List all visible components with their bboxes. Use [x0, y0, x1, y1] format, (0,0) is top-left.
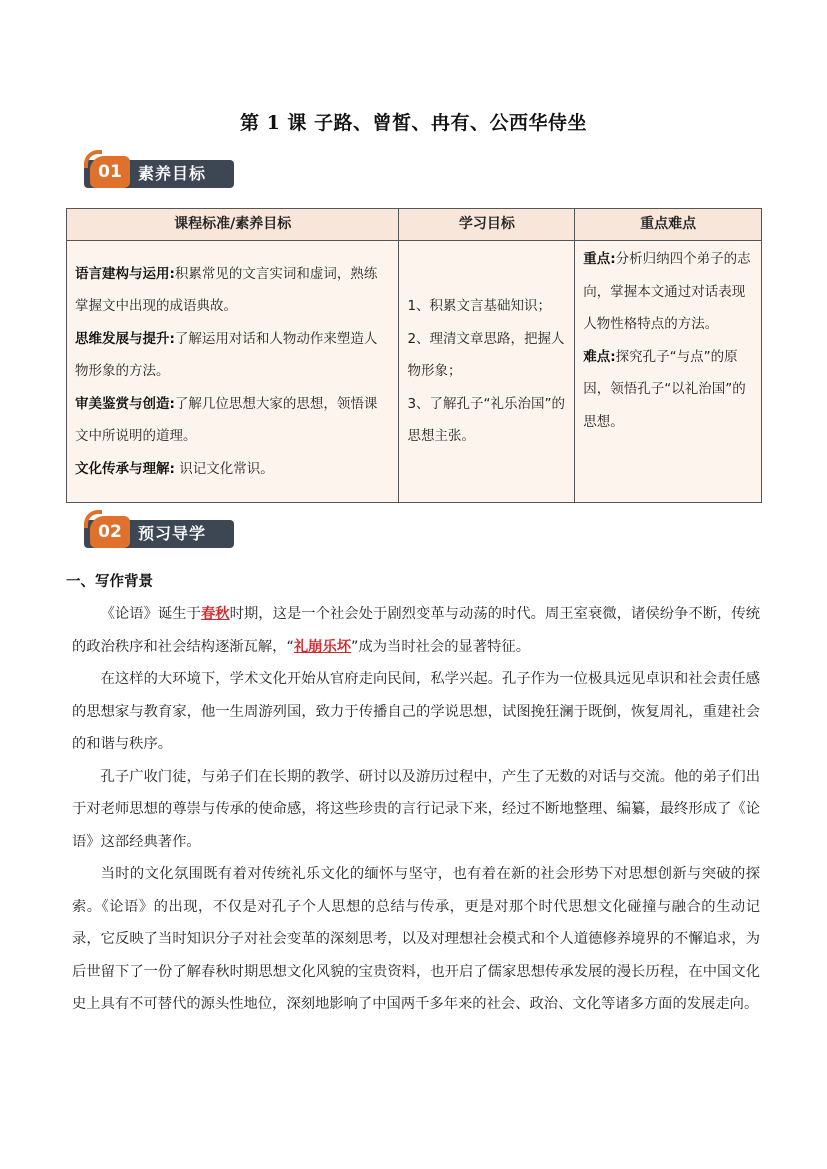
standard-item: 思维发展与提升:了解运用对话和人物动作来塑造人物形象的方法。 [75, 330, 378, 380]
section-label: 素养目标 [138, 164, 207, 183]
standard-item: 文化传承与理解: 识记文化常识。 [75, 460, 274, 477]
standard-item: 语言建构与运用:积累常见的文言实词和虚词，熟练掌握文中出现的成语典故。 [75, 265, 378, 315]
section-badge-preview [84, 510, 236, 550]
section-label: 预习导学 [138, 524, 207, 543]
key-point-item: 重点:分析归纳四个弟子的志向，掌握本文通过对话表现人物性格特点的方法。 [583, 251, 751, 332]
highlight-term: 礼崩乐坏 [293, 638, 352, 655]
learning-goal-item: 2、理清文章思路，把握人物形象； [407, 330, 565, 380]
learning-goal-item: 1、积累文言基础知识； [407, 298, 552, 315]
background-text [72, 598, 760, 1021]
section-heading-background: 一、写作背景 [66, 574, 153, 590]
table-header-cell: 学习目标 [399, 209, 575, 241]
paragraph: 当时的文化氛围既有着对传统礼乐文化的缅怀与坚守，也有着在新的社会形势下对思想创新与突破的探索。《论语》的出现，不仅是对孔子个人思想的总结与传承，更是对那个时代思想文化碰撞与融合的生动记录，它反映了当时知识分子对社会变革的深刻思考，以及对理想社会模式和个人道德修养境界的不懈追求，为后世留下了一份了解春秋时期思想文化风貌的宝贵资料，也开启了儒家思想传承发展的漫长历程，在中国文化史上具有不可替代的源头性地位，深刻地影响了中国两千多年来的社会、政治、文化等诸多方面的发展走向。 [72, 866, 760, 1012]
table-header-cell: 重点难点 [575, 209, 762, 241]
learning-goal-item: 3、了解孔子“礼乐治国”的思想主张。 [407, 395, 566, 445]
standards-cell [67, 241, 399, 503]
section-badge-goals [84, 150, 236, 190]
key-point-item: 难点:探究孔子“与点”的原因，领悟孔子“以礼治国”的思想。 [583, 348, 746, 430]
section-number: 01 [90, 156, 130, 188]
paragraph: 在这样的大环境下，学术文化开始从官府走向民间，私学兴起。孔子作为一位极具远见卓识和社会责任感的思想家与教育家，他一生周游列国，致力于传播自己的学说思想，试图挽狂澜于既倒，恢复周礼，重建社会的和谐与秩序。 [72, 671, 760, 752]
table-row [67, 241, 762, 503]
table-header-cell: 课程标准/素养目标 [67, 209, 399, 241]
section-number: 02 [90, 516, 130, 548]
table-header-row [67, 209, 762, 241]
goals-table [66, 208, 762, 503]
key-points-cell [575, 241, 762, 503]
paragraph: 《论语》诞生于春秋时期，这是一个社会处于剧烈变革与动荡的时代。周王室衰微，诸侯纷争不断，传统的政治秩序和社会结构逐渐瓦解，“礼崩乐坏”成为当时社会的显著特征。 [72, 606, 761, 655]
standard-item: 审美鉴赏与创造:了解几位思想大家的思想，领悟课文中所说明的道理。 [75, 395, 378, 445]
highlight-term: 春秋 [200, 606, 230, 622]
page-title: 第 1 课 子路、曾皙、冉有、公西华侍坐 [239, 112, 588, 134]
paragraph: 孔子广收门徒，与弟子们在长期的教学、研讨以及游历过程中，产生了无数的对话与交流。他的弟子们出于对老师思想的尊崇与传承的使命感，将这些珍贵的言行记录下来，经过不断地整理、编纂，最终形成了《论语》这部经典著作。 [72, 768, 760, 850]
learning-goals-cell [399, 241, 575, 503]
